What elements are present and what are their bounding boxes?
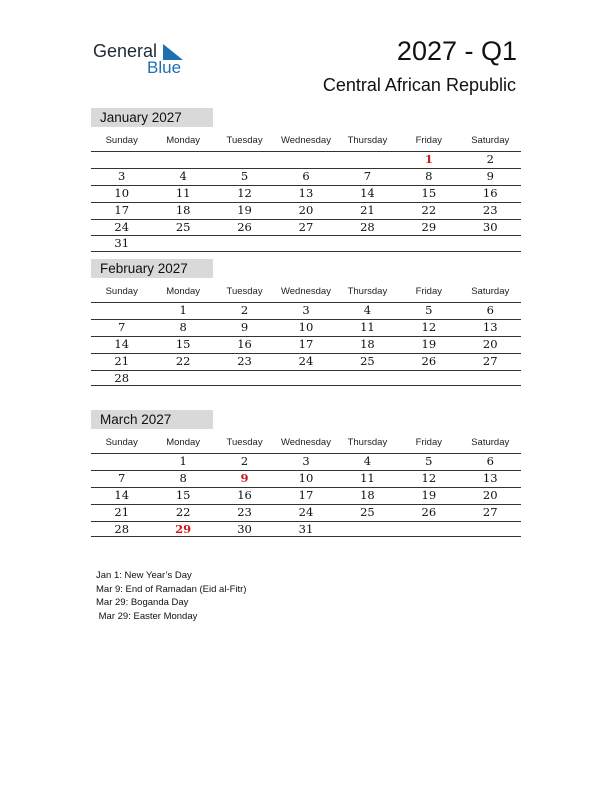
- day-cell: 2: [240, 454, 249, 468]
- day-cell: 20: [482, 487, 498, 502]
- day-cell: [460, 371, 521, 386]
- day-cell: 16: [237, 487, 252, 502]
- weekday-label: Monday: [166, 135, 201, 146]
- day-cell: 17: [114, 202, 130, 217]
- weekday-label: Thursday: [347, 135, 388, 146]
- day-cell: 19: [421, 336, 437, 351]
- day-cell: 22: [421, 202, 437, 217]
- day-cell: 11: [360, 470, 375, 485]
- day-cell: 5: [425, 303, 433, 317]
- day-cell: 26: [237, 219, 252, 234]
- day-cell: 26: [421, 504, 437, 519]
- day-cell: 18: [360, 487, 375, 502]
- day-cell: [337, 522, 398, 537]
- day-cell: 8: [425, 168, 433, 183]
- day-cell: 3: [118, 168, 126, 183]
- day-cell: [337, 236, 398, 251]
- week-row: [91, 521, 521, 538]
- weekday-label: Tuesday: [226, 135, 263, 146]
- day-cell: 17: [298, 487, 314, 502]
- day-cell: 1: [179, 454, 187, 468]
- day-cell: 19: [237, 202, 252, 217]
- day-cell: 9: [240, 319, 249, 334]
- weekday-label: Thursday: [347, 286, 388, 297]
- week-row: [91, 151, 521, 168]
- week-row: [91, 487, 521, 504]
- weekday-label: Tuesday: [226, 437, 263, 448]
- holiday-note: Jan 1: New Year’s Day: [96, 570, 192, 581]
- day-cell: 19: [421, 487, 437, 502]
- day-cell: 27: [482, 353, 498, 368]
- day-cell: 14: [360, 185, 375, 200]
- day-cell: 17: [298, 336, 314, 351]
- holiday-note: Mar 29: Easter Monday: [96, 610, 198, 622]
- day-cell: 21: [114, 504, 130, 519]
- day-cell: 22: [175, 353, 191, 368]
- day-cell: 23: [237, 353, 252, 368]
- weekday-label: Sunday: [105, 135, 138, 146]
- day-cell: [152, 152, 213, 168]
- holiday-note: Mar 29: Boganda Day: [96, 597, 189, 608]
- day-cell: [460, 236, 521, 251]
- day-cell: 7: [118, 470, 126, 485]
- weekday-label: Friday: [415, 437, 443, 448]
- weekday-header: [91, 282, 521, 302]
- day-cell: 16: [237, 336, 252, 351]
- day-cell: 6: [302, 168, 310, 183]
- weekday-label: Saturday: [471, 135, 510, 146]
- month-calendar: [91, 410, 521, 537]
- weekday-label: Wednesday: [280, 286, 331, 297]
- week-row: [91, 504, 521, 521]
- weekday-label: Thursday: [347, 437, 388, 448]
- day-cell: 4: [179, 168, 187, 183]
- day-cell: 1: [179, 303, 187, 317]
- day-cell: [460, 522, 521, 537]
- day-cell: 18: [175, 202, 191, 217]
- day-cell: 20: [298, 202, 314, 217]
- weekday-label: Sunday: [105, 286, 138, 297]
- day-cell: 22: [175, 504, 191, 519]
- country-subtitle: Central African Republic: [322, 75, 516, 95]
- day-cell: [275, 236, 336, 251]
- day-cell: 24: [298, 504, 314, 519]
- day-cell: 28: [114, 370, 130, 385]
- week-row: [91, 453, 521, 470]
- day-cell: 3: [302, 303, 310, 317]
- day-cell: 25: [175, 219, 191, 234]
- day-cell: 8: [179, 319, 187, 334]
- day-cell: 15: [175, 336, 191, 351]
- day-cell: 6: [486, 303, 494, 317]
- day-cell: [91, 152, 152, 168]
- day-cell: 16: [482, 185, 498, 200]
- day-cell: 11: [175, 185, 191, 200]
- day-cell: 7: [118, 319, 126, 334]
- holiday-notes: [96, 569, 246, 623]
- day-cell: 31: [298, 521, 314, 536]
- day-cell: 24: [114, 219, 130, 234]
- day-cell: 24: [298, 353, 314, 368]
- day-cell: 4: [363, 454, 372, 468]
- day-cell: 8: [179, 470, 187, 485]
- weekday-label: Tuesday: [226, 286, 263, 297]
- day-cell: 15: [421, 185, 437, 200]
- weekday-label: Wednesday: [280, 437, 331, 448]
- week-row: [91, 202, 521, 219]
- day-cell: 13: [482, 319, 498, 334]
- day-cell: 3: [302, 454, 310, 468]
- holiday-note: Mar 9: End of Ramadan (Eid al-Fitr): [96, 583, 247, 595]
- day-cell: 14: [114, 336, 130, 351]
- day-cell: [91, 454, 152, 470]
- day-cell: 15: [175, 487, 191, 502]
- logo: [93, 41, 193, 81]
- day-cell: [214, 371, 275, 386]
- day-cell: [152, 236, 213, 251]
- day-cell: 13: [298, 185, 314, 200]
- day-cell: 12: [237, 185, 252, 200]
- weekday-label: Friday: [415, 286, 443, 297]
- logo-general-text: General: [93, 41, 158, 61]
- week-row: [91, 302, 521, 319]
- month-title: February 2027: [91, 259, 213, 278]
- week-row: [91, 336, 521, 353]
- week-row: [91, 185, 521, 202]
- weekday-header: [91, 433, 521, 453]
- day-cell: [398, 371, 459, 386]
- day-cell: 12: [421, 319, 437, 334]
- day-cell: 9: [240, 470, 249, 485]
- day-cell: 7: [363, 168, 372, 183]
- page-title: 2027 - Q1: [396, 36, 517, 66]
- day-cell: [91, 303, 152, 319]
- day-cell: 27: [298, 219, 314, 234]
- day-cell: 5: [240, 168, 249, 183]
- day-cell: [275, 152, 336, 168]
- day-cell: [214, 152, 275, 168]
- week-row: [91, 370, 521, 387]
- day-cell: 21: [360, 202, 375, 217]
- week-row: [91, 470, 521, 487]
- weekday-label: Sunday: [105, 437, 138, 448]
- weekday-label: Saturday: [471, 286, 510, 297]
- day-cell: 27: [482, 504, 498, 519]
- day-cell: [337, 152, 398, 168]
- day-cell: 29: [175, 521, 192, 536]
- day-cell: 28: [360, 219, 375, 234]
- month-title: March 2027: [91, 410, 213, 429]
- weekday-label: Monday: [166, 437, 201, 448]
- day-cell: 12: [421, 470, 437, 485]
- day-cell: 28: [114, 521, 130, 536]
- weekday-label: Wednesday: [280, 135, 331, 146]
- day-cell: 2: [240, 303, 249, 317]
- day-cell: 20: [482, 336, 498, 351]
- day-cell: [275, 371, 336, 386]
- day-cell: [337, 371, 398, 386]
- day-cell: 1: [424, 152, 433, 166]
- day-cell: 4: [363, 303, 372, 317]
- day-cell: 31: [114, 236, 130, 251]
- day-cell: 29: [421, 219, 437, 234]
- day-cell: [398, 522, 459, 537]
- weekday-label: Friday: [415, 135, 443, 146]
- day-cell: 13: [482, 470, 498, 485]
- weekday-header: [91, 131, 521, 151]
- day-cell: [152, 371, 213, 386]
- day-cell: 21: [114, 353, 130, 368]
- day-cell: [398, 236, 459, 251]
- logo-blue-text: Blue: [147, 58, 182, 77]
- day-cell: 30: [482, 219, 498, 234]
- week-row: [91, 235, 521, 252]
- day-cell: 25: [360, 504, 375, 519]
- week-row: [91, 168, 521, 185]
- day-cell: 5: [425, 454, 433, 468]
- day-cell: 10: [114, 185, 130, 200]
- day-cell: 14: [114, 487, 130, 502]
- day-cell: 2: [486, 152, 494, 166]
- day-cell: [214, 236, 275, 251]
- day-cell: 6: [486, 454, 494, 468]
- month-calendar: [91, 108, 521, 252]
- day-cell: 10: [298, 470, 314, 485]
- day-cell: 18: [360, 336, 375, 351]
- day-cell: 25: [360, 353, 375, 368]
- month-title: January 2027: [91, 108, 213, 127]
- week-row: [91, 219, 521, 236]
- week-row: [91, 353, 521, 370]
- weekday-label: Saturday: [471, 437, 510, 448]
- week-row: [91, 319, 521, 336]
- day-cell: 23: [237, 504, 252, 519]
- month-calendar: [91, 259, 521, 386]
- weekday-label: Monday: [166, 286, 201, 297]
- day-cell: 30: [237, 521, 252, 536]
- day-cell: 11: [360, 319, 375, 334]
- day-cell: 9: [486, 168, 494, 183]
- day-cell: 23: [482, 202, 498, 217]
- day-cell: 26: [421, 353, 437, 368]
- day-cell: 10: [298, 319, 314, 334]
